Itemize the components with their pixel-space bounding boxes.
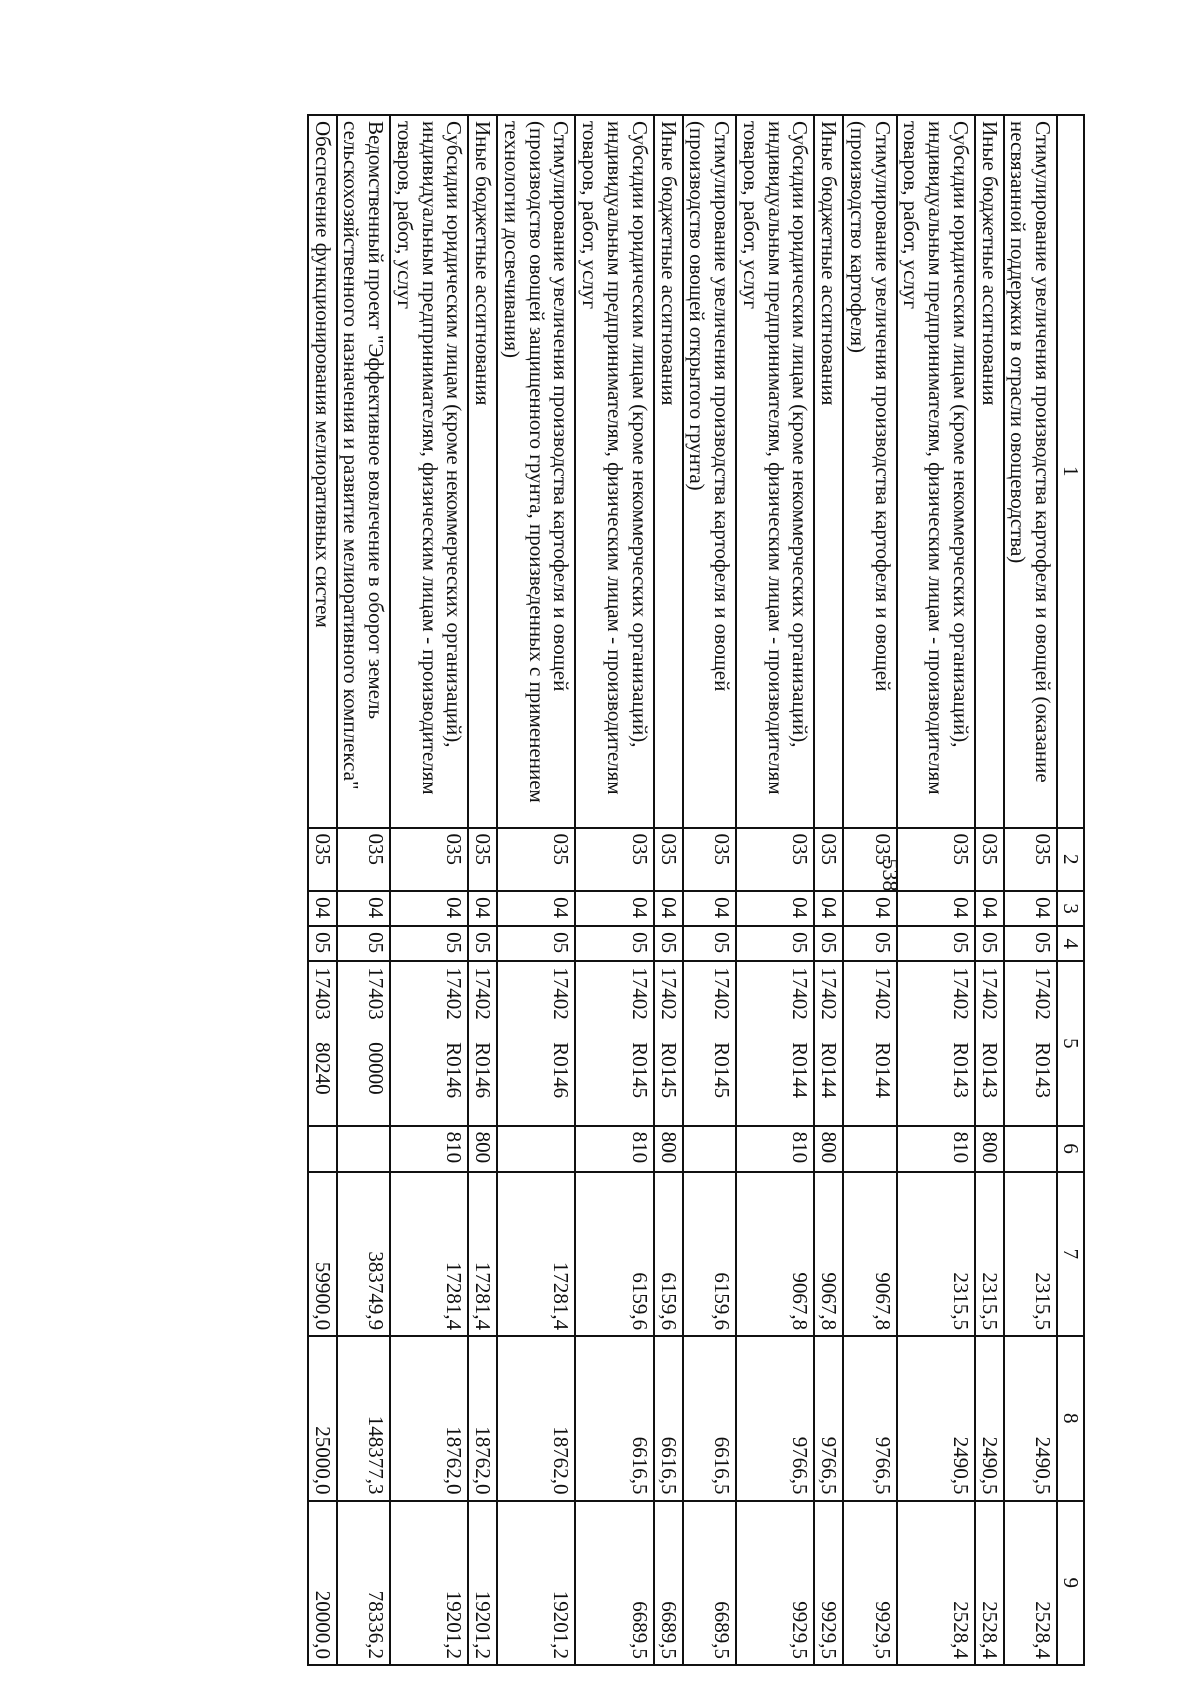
subsection-code: 05 [497,926,575,961]
section-code: 04 [654,891,683,926]
subsection-code: 05 [897,926,975,961]
target-article-program: 17402 [497,961,575,1040]
section-code: 04 [575,891,653,926]
amount-year-3: 2528,4 [897,1501,975,1665]
target-article-direction: R0144 [814,1040,843,1126]
table-row [683,115,737,1665]
section-code: 04 [975,891,1004,926]
item-name: Субсидии юридическим лицам (кроме некоммерческих организаций), индивидуальным предпринимателям, физическим лицам - производителям товаров, работ, услуг [736,115,814,828]
table-row [390,115,468,1665]
target-article-direction: R0146 [468,1040,497,1126]
section-code: 04 [897,891,975,926]
amount-year-1: 17281,4 [497,1172,575,1336]
ministry-code: 035 [975,828,1004,892]
ministry-code: 035 [736,828,814,892]
target-article-direction: R0145 [575,1040,653,1126]
target-article-direction: 80240 [308,1040,337,1126]
target-article-program: 17402 [1004,961,1058,1040]
subsection-code: 05 [1004,926,1058,961]
amount-year-1: 9067,8 [843,1172,897,1336]
amount-year-1: 2315,5 [897,1172,975,1336]
table-row [843,115,897,1665]
ministry-code: 035 [390,828,468,892]
amount-year-1: 383749,9 [337,1172,391,1336]
amount-year-3: 20000,0 [308,1501,337,1665]
header-cell: 7 [1057,1172,1084,1336]
target-article-program: 17402 [736,961,814,1040]
header-cell: 8 [1057,1336,1084,1500]
target-article-program: 17402 [975,961,1004,1040]
target-article-program: 17402 [814,961,843,1040]
target-article-program: 17403 [337,961,391,1040]
section-code: 04 [497,891,575,926]
target-article-direction: 00000 [337,1040,391,1126]
target-article-program: 17402 [897,961,975,1040]
header-cell: 2 [1057,828,1084,892]
amount-year-1: 17281,4 [468,1172,497,1336]
item-name: Ведомственный проект "Эффективное вовлечение в оборот земель сельскохозяйственного назначения и развитие мелиоративного комплекса" [337,115,391,828]
header-cell: 6 [1057,1126,1084,1172]
amount-year-1: 2315,5 [975,1172,1004,1336]
item-name: Обеспечение функционирования мелиоративных систем [308,115,337,828]
amount-year-2: 6616,5 [683,1336,737,1500]
target-article-direction: R0144 [843,1040,897,1126]
item-name: Иные бюджетные ассигнования [814,115,843,828]
table-row [468,115,497,1665]
target-article-direction: R0144 [736,1040,814,1126]
expense-type-code: 800 [975,1126,1004,1172]
ministry-code: 035 [308,828,337,892]
ministry-code: 035 [654,828,683,892]
amount-year-2: 18762,0 [497,1336,575,1500]
ministry-code: 035 [575,828,653,892]
section-code: 04 [736,891,814,926]
table-row [814,115,843,1665]
expense-type-code [1004,1126,1058,1172]
table-row [975,115,1004,1665]
amount-year-2: 9766,5 [736,1336,814,1500]
target-article-direction: R0145 [654,1040,683,1126]
expense-type-code [337,1126,391,1172]
item-name: Субсидии юридическим лицам (кроме некоммерческих организаций), индивидуальным предпринимателям, физическим лицам - производителям товаров, работ, услуг [390,115,468,828]
amount-year-3: 19201,2 [497,1501,575,1665]
ministry-code: 035 [814,828,843,892]
section-code: 04 [814,891,843,926]
ministry-code: 035 [1004,828,1058,892]
target-article-program: 17402 [683,961,737,1040]
ministry-code: 035 [683,828,737,892]
item-name: Стимулирование увеличения производства картофеля и овощей (производство овощей защищенного грунта, произведенных с применением технологии досвечивания) [497,115,575,828]
expense-type-code [308,1126,337,1172]
target-article-direction: R0143 [975,1040,1004,1126]
ministry-code: 035 [843,828,897,892]
section-code: 04 [683,891,737,926]
target-article-program: 17402 [654,961,683,1040]
amount-year-3: 19201,2 [390,1501,468,1665]
expense-type-code: 810 [575,1126,653,1172]
section-code: 04 [468,891,497,926]
item-name: Иные бюджетные ассигнования [468,115,497,828]
budget-table [307,114,1085,1666]
expense-type-code [683,1126,737,1172]
table-row [575,115,653,1665]
expense-type-code: 800 [654,1126,683,1172]
item-name: Иные бюджетные ассигнования [975,115,1004,828]
target-article-program: 17402 [843,961,897,1040]
subsection-code: 05 [337,926,391,961]
amount-year-1: 9067,8 [736,1172,814,1336]
amount-year-3: 9929,5 [843,1501,897,1665]
header-cell: 1 [1057,115,1084,828]
subsection-code: 05 [975,926,1004,961]
expense-type-code: 810 [897,1126,975,1172]
ministry-code: 035 [337,828,391,892]
amount-year-3: 19201,2 [468,1501,497,1665]
target-article-direction: R0146 [390,1040,468,1126]
subsection-code: 05 [575,926,653,961]
subsection-code: 05 [683,926,737,961]
ministry-code: 035 [897,828,975,892]
target-article-program: 17402 [468,961,497,1040]
header-cell: 9 [1057,1501,1084,1665]
amount-year-3: 2528,4 [1004,1501,1058,1665]
amount-year-2: 25000,0 [308,1336,337,1500]
subsection-code: 05 [390,926,468,961]
amount-year-3: 78336,2 [337,1501,391,1665]
subsection-code: 05 [468,926,497,961]
amount-year-1: 6159,6 [683,1172,737,1336]
amount-year-1: 6159,6 [654,1172,683,1336]
expense-type-code: 800 [814,1126,843,1172]
subsection-code: 05 [814,926,843,961]
section-code: 04 [337,891,391,926]
amount-year-1: 9067,8 [814,1172,843,1336]
target-article-program: 17402 [390,961,468,1040]
header-cell: 4 [1057,926,1084,961]
amount-year-2: 18762,0 [390,1336,468,1500]
amount-year-1: 59900,0 [308,1172,337,1336]
amount-year-3: 6689,5 [575,1501,653,1665]
amount-year-3: 9929,5 [814,1501,843,1665]
subsection-code: 05 [736,926,814,961]
item-name: Стимулирование увеличения производства картофеля и овощей (производство овощей открытого грунта) [683,115,737,828]
section-code: 04 [843,891,897,926]
table-body [308,115,1057,1665]
amount-year-2: 9766,5 [814,1336,843,1500]
item-name: Стимулирование увеличения производства картофеля и овощей (оказание несвязанной поддержки в отрасли овощеводства) [1004,115,1058,828]
section-code: 04 [1004,891,1058,926]
table-row [897,115,975,1665]
item-name: Субсидии юридическим лицам (кроме некоммерческих организаций), индивидуальным предпринимателям, физическим лицам - производителям товаров, работ, услуг [897,115,975,828]
budget-table-container [115,114,1085,1666]
amount-year-1: 2315,5 [1004,1172,1058,1336]
section-code: 04 [390,891,468,926]
item-name: Стимулирование увеличения производства картофеля и овощей (производство картофеля) [843,115,897,828]
amount-year-3: 9929,5 [736,1501,814,1665]
target-article-program: 17403 [308,961,337,1040]
amount-year-2: 148377,3 [337,1336,391,1500]
amount-year-2: 6616,5 [575,1336,653,1500]
expense-type-code: 800 [468,1126,497,1172]
item-name: Субсидии юридическим лицам (кроме некоммерческих организаций), индивидуальным предпринимателям, физическим лицам - производителям товаров, работ, услуг [575,115,653,828]
table-row [497,115,575,1665]
table-row [337,115,391,1665]
target-article-direction: R0143 [1004,1040,1058,1126]
table-row [308,115,337,1665]
expense-type-code: 810 [736,1126,814,1172]
page-number: 538 [878,858,903,892]
amount-year-3: 2528,4 [975,1501,1004,1665]
expense-type-code [843,1126,897,1172]
target-article-direction: R0145 [683,1040,737,1126]
ministry-code: 035 [497,828,575,892]
amount-year-2: 2490,5 [975,1336,1004,1500]
header-row [1057,115,1084,1665]
subsection-code: 05 [654,926,683,961]
amount-year-1: 6159,6 [575,1172,653,1336]
table-row [736,115,814,1665]
subsection-code: 05 [843,926,897,961]
table-row [1004,115,1058,1665]
amount-year-3: 6689,5 [654,1501,683,1665]
amount-year-2: 6616,5 [654,1336,683,1500]
amount-year-2: 9766,5 [843,1336,897,1500]
header-cell: 5 [1057,961,1084,1125]
ministry-code: 035 [468,828,497,892]
subsection-code: 05 [308,926,337,961]
amount-year-1: 17281,4 [390,1172,468,1336]
amount-year-2: 18762,0 [468,1336,497,1500]
target-article-direction: R0146 [497,1040,575,1126]
target-article-program: 17402 [575,961,653,1040]
amount-year-3: 6689,5 [683,1501,737,1665]
header-cell: 3 [1057,891,1084,926]
target-article-direction: R0143 [897,1040,975,1126]
section-code: 04 [308,891,337,926]
amount-year-2: 2490,5 [897,1336,975,1500]
table-row [654,115,683,1665]
item-name: Иные бюджетные ассигнования [654,115,683,828]
amount-year-2: 2490,5 [1004,1336,1058,1500]
expense-type-code [497,1126,575,1172]
expense-type-code: 810 [390,1126,468,1172]
